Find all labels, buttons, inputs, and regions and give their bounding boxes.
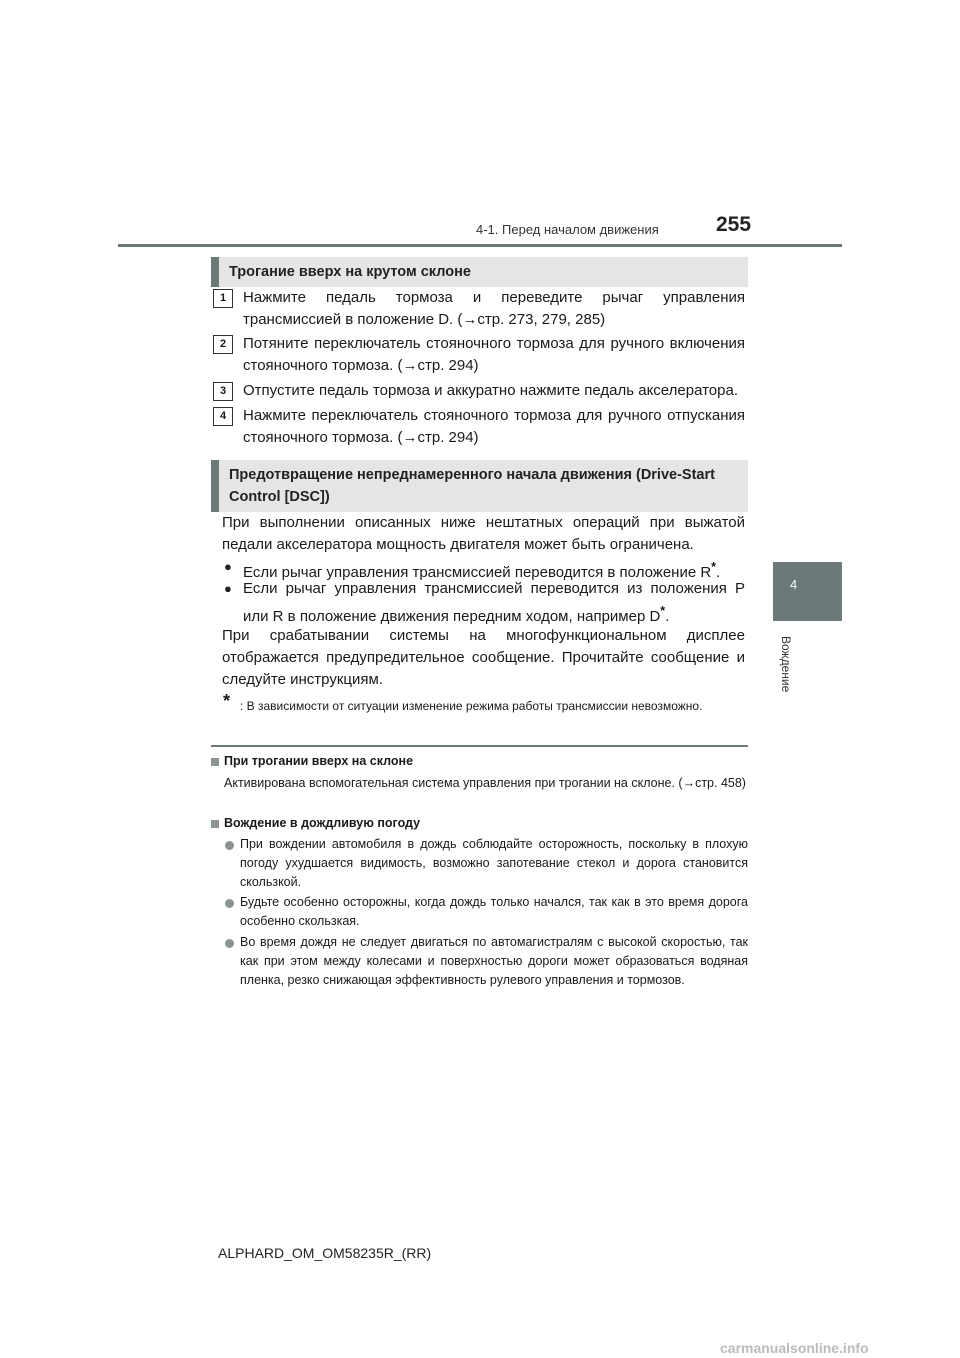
- step-number-4: 4: [213, 407, 233, 426]
- rain-item-2: Будьте особенно осторожны, когда дождь только начался, так как в это время дорога особенно скользкая.: [240, 895, 748, 928]
- footnote-star-icon: *: [660, 604, 666, 618]
- chapter-label: Вождение: [779, 636, 793, 693]
- page-number: 255: [716, 213, 752, 236]
- document-code: ALPHARD_OM_OM58235R_(RR): [218, 1245, 432, 1261]
- step-number-2: 2: [213, 335, 233, 354]
- footnote: : В зависимости от ситуации изменение режима работы трансмиссии невозможно.: [240, 699, 703, 713]
- bullet-icon: ●: [224, 559, 232, 574]
- step-text-1: Нажмите педаль тормоза и переведите рычаг управления трансмиссией в положение D. (→стр. 273, 279, 285): [243, 289, 745, 328]
- header-rule: [118, 244, 842, 247]
- running-header: 4-1. Перед началом движения: [476, 222, 659, 237]
- note-title-hill: При трогании вверх на склоне: [224, 754, 414, 768]
- bullet-icon: ●: [224, 581, 232, 596]
- chapter-tab: [773, 562, 842, 621]
- step-number-1: 1: [213, 289, 233, 308]
- rain-item-3: Во время дождя не следует двигаться по автомагистралям с высокой скоростью, так как при этом между колесами и поверхностью дороги может образоваться водяная пленка, резко снижающая эффективность рулевого управления и тормозов.: [240, 935, 748, 987]
- dsc-bullet-2: Если рычаг управления трансмиссией переводится из положения P или R в положение движения передним ходом, например D*.: [243, 580, 745, 625]
- dsc-bullet-1: Если рычаг управления трансмиссией переводится в положение R*.: [243, 560, 721, 581]
- footnote-star-icon: *: [711, 560, 717, 574]
- dsc-intro: При выполнении описанных ниже нештатных операций при выжатой педали акселератора мощность двигателя может быть ограничена.: [222, 514, 745, 553]
- step-text-3: Отпустите педаль тормоза и аккуратно нажмите педаль акселератора.: [243, 382, 738, 399]
- chapter-number: 4: [790, 577, 798, 592]
- footnote-star-icon: *: [223, 691, 231, 711]
- square-bullet-icon: [211, 758, 219, 766]
- step-number-3: 3: [213, 382, 233, 401]
- rain-item-1: При вождении автомобиля в дождь соблюдайте осторожность, поскольку в плохую погоду ухудшается видимость, возможно запотевание стекол и дорога становится скользкой.: [240, 837, 748, 889]
- section-heading-dsc: Предотвращение непреднамеренного начала движения (Drive-Start Control [DSC]): [211, 460, 748, 512]
- dsc-outro: При срабатывании системы на многофункциональном дисплее отображается предупредительное сообщение. Прочитайте сообщение и следуйте инструкциям.: [222, 627, 745, 688]
- step-text-4: Нажмите переключатель стояночного тормоза для ручного отпускания стояночного тормоза. (→стр. 294): [243, 407, 745, 446]
- note-text-hill: Активирована вспомогательная система управления при трогании на склоне. (→стр. 458): [224, 776, 746, 790]
- bullet-icon: [225, 899, 234, 908]
- notes-divider: [211, 745, 748, 747]
- watermark: carmanualsonline.info: [720, 1340, 869, 1356]
- bullet-icon: [225, 939, 234, 948]
- step-text-2: Потяните переключатель стояночного тормоза для ручного включения стояночного тормоза. (→стр. 294): [243, 335, 745, 374]
- section-heading-hill-start: Трогание вверх на крутом склоне: [211, 257, 748, 287]
- square-bullet-icon: [211, 820, 219, 828]
- bullet-icon: [225, 841, 234, 850]
- note-title-rain: Вождение в дождливую погоду: [224, 816, 421, 830]
